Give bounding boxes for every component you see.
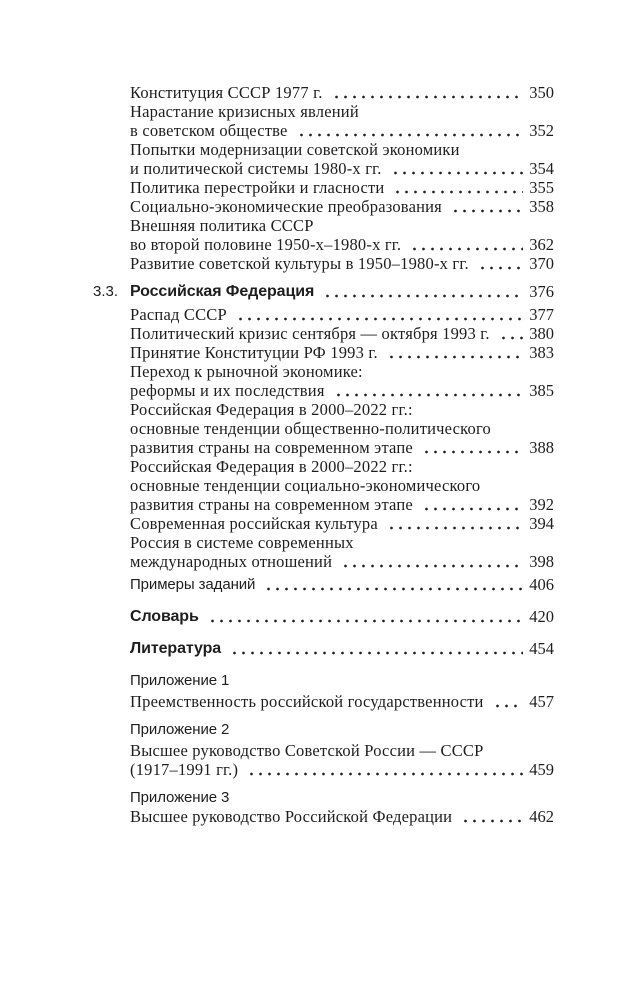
entry-title: Переход к рыночной экономике: — [130, 362, 363, 381]
page-number: 376 — [529, 282, 554, 301]
toc-row — [130, 83, 554, 102]
page-number: 392 — [529, 495, 554, 514]
entry-title: развития страны на современном этапе — [130, 438, 413, 457]
dot-leader — [476, 254, 523, 273]
dot-leader — [332, 381, 524, 400]
entry-title: реформы и их последствия — [130, 381, 325, 400]
entry-title: Высшее руководство Советской России — СССР — [130, 741, 484, 760]
page-number: 383 — [529, 343, 554, 362]
page-number: 398 — [529, 552, 554, 571]
entry-title: Приложение 3 — [130, 789, 230, 806]
toc-row — [130, 671, 554, 690]
toc-row — [130, 575, 554, 594]
dot-leader — [420, 438, 523, 457]
dot-leader — [321, 282, 523, 301]
dot-leader — [330, 83, 524, 102]
toc-row — [130, 741, 554, 760]
entry-title: Принятие Конституции РФ 1993 г. — [130, 343, 378, 362]
entry-title: Политический кризис сентября — октября 1993 г. — [130, 324, 490, 343]
dot-leader — [234, 305, 523, 324]
entry-title: Словарь — [130, 608, 199, 625]
page-number: 358 — [529, 197, 554, 216]
page-number: 362 — [529, 235, 554, 254]
entry-title: Современная российская культура — [130, 514, 378, 533]
entry-title: Приложение 2 — [130, 721, 230, 738]
dot-leader — [459, 807, 523, 826]
dot-leader — [491, 692, 524, 711]
dot-leader — [339, 552, 523, 571]
entry-title: международных отношений — [130, 552, 333, 571]
toc-row — [130, 324, 554, 343]
entry-title: (1917–1991 гг.) — [130, 760, 239, 779]
toc-row — [130, 788, 554, 807]
dot-leader — [389, 159, 524, 178]
dot-leader — [385, 514, 523, 533]
page-number: 354 — [529, 159, 554, 178]
dot-leader — [206, 607, 524, 626]
entry-title: в советском обществе — [130, 121, 288, 140]
page-number: 370 — [529, 254, 554, 273]
entry-title: Политика перестройки и гласности — [130, 178, 385, 197]
page-number: 394 — [529, 514, 554, 533]
page-number: 352 — [529, 121, 554, 140]
entry-title: во второй половине 1950-х–1980-х гг. — [130, 235, 402, 254]
toc-row — [130, 362, 554, 381]
toc-row — [130, 235, 554, 254]
page-number: 377 — [529, 305, 554, 324]
entry-title: развития страны на современном этапе — [130, 495, 413, 514]
page-number: 350 — [529, 83, 554, 102]
toc-row — [130, 720, 554, 739]
page-number: 457 — [529, 692, 554, 711]
page-number: 388 — [529, 438, 554, 457]
dot-leader — [262, 575, 523, 594]
dot-leader — [420, 495, 523, 514]
entry-title: Конституция СССР 1977 г. — [130, 83, 323, 102]
entry-title: Литература — [130, 640, 222, 657]
toc-row — [130, 419, 554, 438]
toc-row — [130, 140, 554, 159]
entry-title: Россия в системе современных — [130, 533, 354, 552]
dot-leader — [295, 121, 524, 140]
dot-leader — [391, 178, 523, 197]
toc-row — [130, 381, 554, 400]
entry-title: Внешняя политика СССР — [130, 216, 314, 235]
page-number: 420 — [529, 607, 554, 626]
page-number: 459 — [529, 760, 554, 779]
entry-title: Социально-экономические преобразования — [130, 197, 442, 216]
entry-title: Примеры заданий — [130, 576, 256, 593]
toc-row — [130, 607, 554, 626]
entry-title: Нарастание кризисных явлений — [130, 102, 359, 121]
toc-section-row — [93, 282, 554, 301]
toc-row — [130, 760, 554, 779]
toc-row — [130, 495, 554, 514]
dot-leader — [245, 760, 523, 779]
toc-row — [130, 121, 554, 140]
dot-leader — [449, 197, 523, 216]
entry-title: основные тенденции социально-экономического — [130, 476, 481, 495]
toc-row — [130, 476, 554, 495]
section-number: 3.3. — [93, 283, 119, 300]
toc-row — [130, 178, 554, 197]
entry-title: Российская Федерация — [130, 283, 315, 300]
table-of-contents — [93, 83, 554, 826]
entry-title: Высшее руководство Российской Федерации — [130, 807, 453, 826]
toc-row — [130, 343, 554, 362]
entry-title: основные тенденции общественно-политического — [130, 419, 491, 438]
toc-row — [130, 533, 554, 552]
dot-leader — [228, 639, 523, 658]
toc-row — [130, 197, 554, 216]
entry-title: Приложение 1 — [130, 672, 230, 689]
dot-leader — [497, 324, 524, 343]
toc-row — [130, 438, 554, 457]
toc-row — [130, 216, 554, 235]
entry-title: Российская Федерация в 2000–2022 гг.: — [130, 400, 413, 419]
entry-title: Попытки модернизации советской экономики — [130, 140, 460, 159]
toc-row — [130, 552, 554, 571]
toc-row — [130, 102, 554, 121]
toc-row — [130, 692, 554, 711]
toc-row — [130, 159, 554, 178]
toc-row — [130, 807, 554, 826]
toc-row — [130, 305, 554, 324]
toc-row — [130, 457, 554, 476]
dot-leader — [385, 343, 523, 362]
toc-row — [130, 400, 554, 419]
entry-title: Российская Федерация в 2000–2022 гг.: — [130, 457, 413, 476]
entry-title: и политической системы 1980-х гг. — [130, 159, 382, 178]
page-number: 462 — [529, 807, 554, 826]
page-number: 454 — [529, 639, 554, 658]
toc-row — [130, 254, 554, 273]
entry-title: Преемственность российской государственности — [130, 692, 484, 711]
page-number: 385 — [529, 381, 554, 400]
page-number: 380 — [529, 324, 554, 343]
toc-row — [130, 639, 554, 658]
page-number: 355 — [529, 178, 554, 197]
page-number: 406 — [529, 575, 554, 594]
entry-title: Развитие советской культуры в 1950–1980-х гг. — [130, 254, 469, 273]
dot-leader — [408, 235, 523, 254]
entry-title: Распад СССР — [130, 305, 227, 324]
toc-row — [130, 514, 554, 533]
